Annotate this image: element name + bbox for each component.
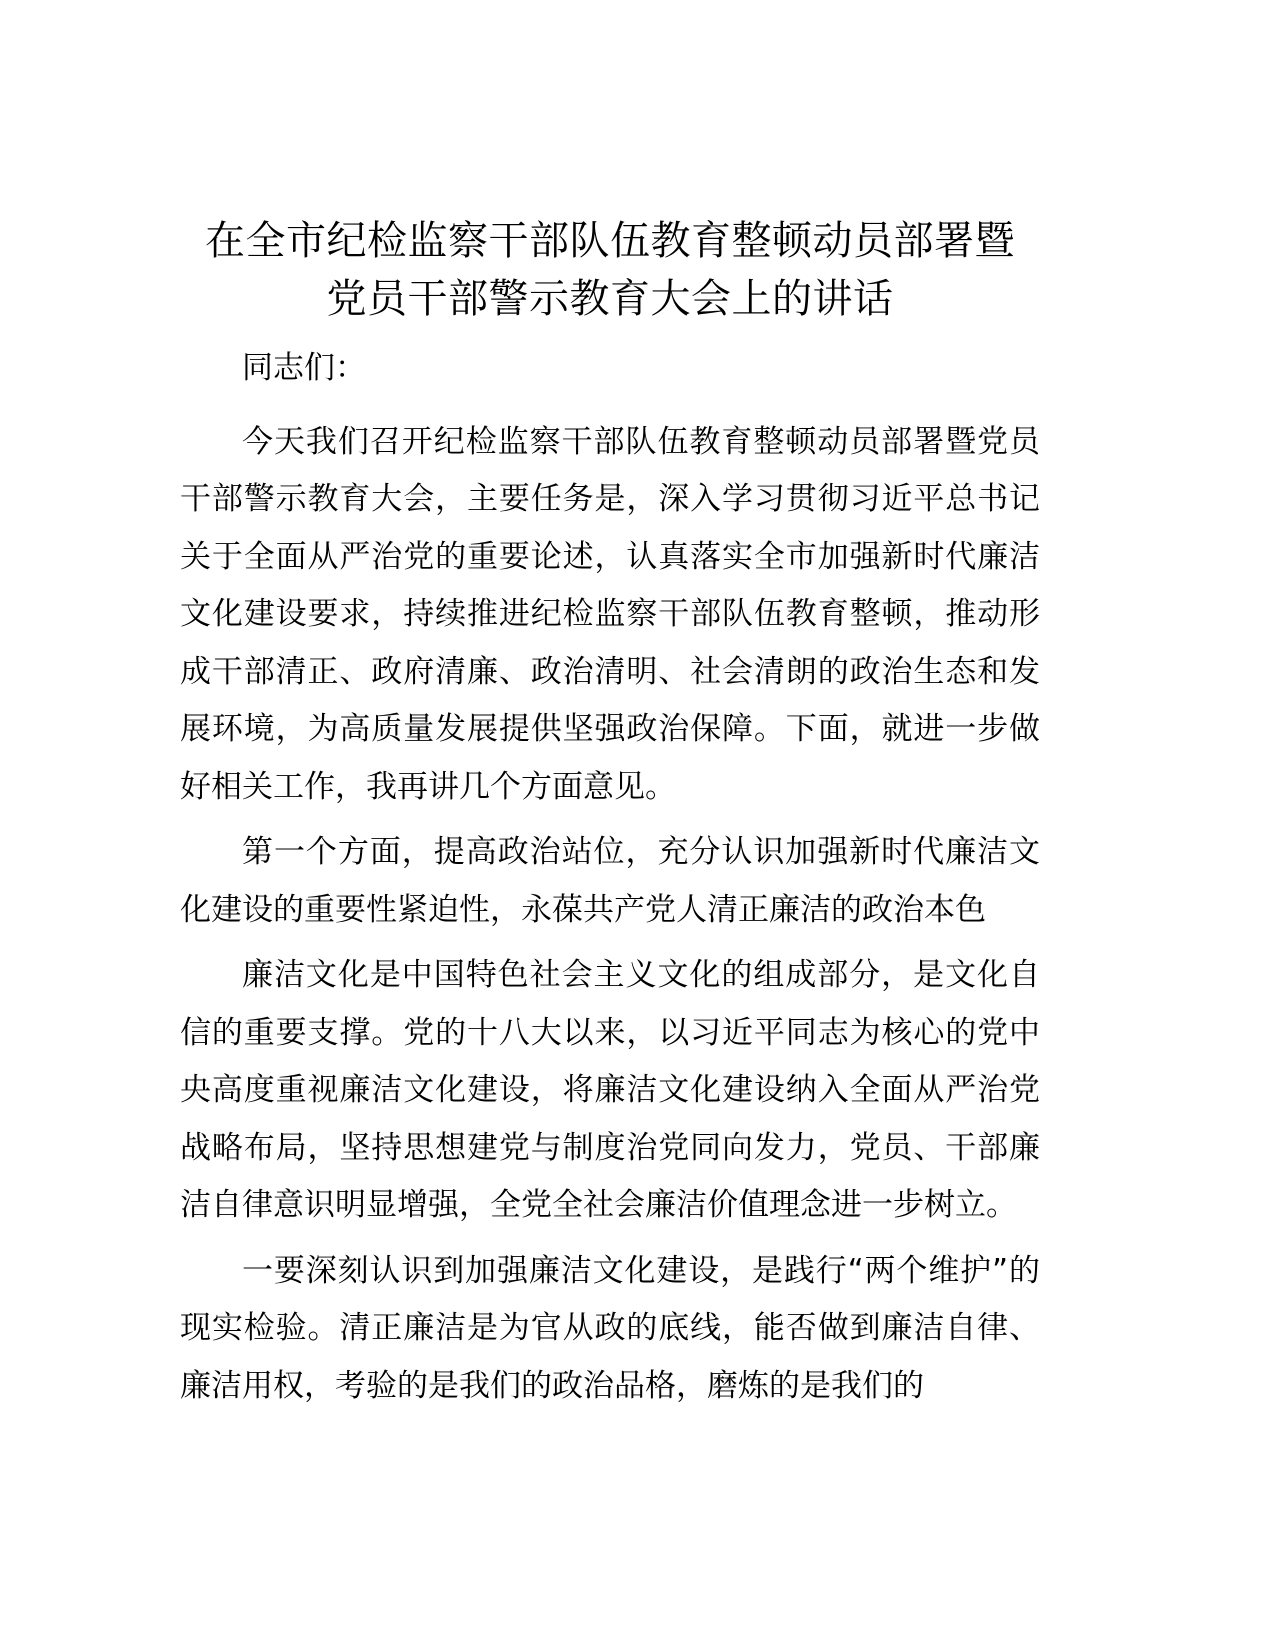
title-line-2: 党员干部警示教育大会上的讲话 [326,276,894,322]
document-title [180,212,1040,328]
document-body [180,340,1040,1423]
greeting: 同志们： [242,350,366,386]
paragraph-point-one: 一要深刻认识到加强廉洁文化建设，是践行“两个维护”的现实检验。清正廉洁是为官从政的底线，能否做到廉洁自律、廉洁用权，考验的是我们的政治品格，磨炼的是我们的 [180,1252,1040,1404]
paragraph-intro: 今天我们召开纪检监察干部队伍教育整顿动员部署暨党员干部警示教育大会，主要任务是，深入学习贯彻习近平总书记关于全面从严治党的重要论述，认真落实全市加强新时代廉洁文化建设要求，持续推进纪检监察干部队伍教育整顿，推动形成干部清正、政府清廉、政治清明、社会清朗的政治生态和发展环境，为高质量发展提供坚强政治保障。下面，就进一步做好相关工作，我再讲几个方面意见。 [180,423,1040,805]
paragraph-integrity-culture: 廉洁文化是中国特色社会主义文化的组成部分，是文化自信的重要支撑。党的十八大以来，以习近平同志为核心的党中央高度重视廉洁文化建设，将廉洁文化建设纳入全面从严治党战略布局，坚持思想建党与制度治党同向发力，党员、干部廉洁自律意识明显增强，全党全社会廉洁价值理念进一步树立。 [180,957,1040,1223]
section-heading-1: 第一个方面，提高政治站位，充分认识加强新时代廉洁文化建设的重要性紧迫性，永葆共产党人清正廉洁的政治本色 [180,834,1040,928]
title-line-1: 在全市纪检监察干部队伍教育整顿动员部署暨 [205,218,1015,264]
